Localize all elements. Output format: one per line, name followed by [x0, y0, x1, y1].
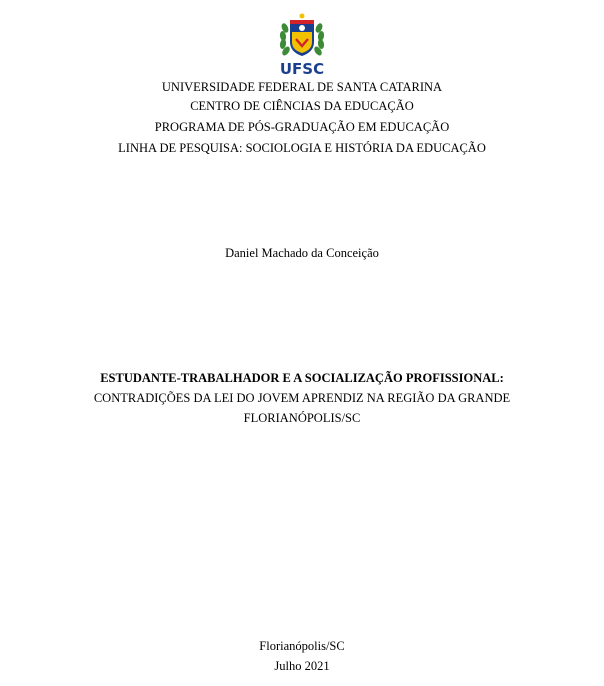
logo-wordmark: UFSC: [279, 60, 325, 78]
city: Florianópolis/SC: [259, 639, 345, 653]
center-name: CENTRO DE CIÊNCIAS DA EDUCAÇÃO: [190, 99, 414, 113]
university-name: UNIVERSIDADE FEDERAL DE SANTA CATARINA: [161, 80, 443, 94]
thesis-subtitle-line-1: CONTRADIÇÕES DA LEI DO JOVEM APRENDIZ NA REGIÃO DA GRANDE: [93, 391, 511, 405]
thesis-subtitle-line-2: FLORIANÓPOLIS/SC: [243, 411, 361, 425]
program-name: PROGRAMA DE PÓS-GRADUAÇÃO EM EDUCAÇÃO: [154, 120, 450, 134]
thesis-title: ESTUDANTE-TRABALHADOR E A SOCIALIZAÇÃO PROFISSIONAL:: [100, 371, 504, 385]
date: Julho 2021: [274, 659, 330, 673]
ufsc-logo: [277, 12, 327, 78]
research-line: LINHA DE PESQUISA: SOCIOLOGIA E HISTÓRIA DA EDUCAÇÃO: [118, 141, 486, 155]
ufsc-emblem-icon: [277, 12, 327, 78]
author-name: Daniel Machado da Conceição: [225, 246, 379, 260]
